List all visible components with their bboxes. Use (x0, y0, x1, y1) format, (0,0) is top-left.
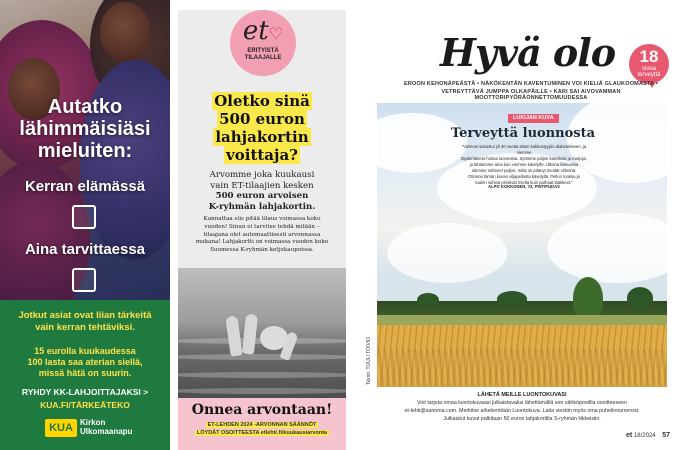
send-photos-line-1: Voit tarjota omaa luontokuvaasi julkaistavaksi lähettämällä sen sähköpostilla osoitteeseen (417, 400, 627, 406)
option-once-checkbox (72, 205, 96, 229)
section-title: Hyvä olo (440, 30, 616, 75)
section-contents-2: VETREYTTÄVÄ JUMPPA OLKAPÄILLE • KARI SAI AIVOVAMMAN MOOTTORIPYÖRÄONNETTOMUUDESSA (441, 89, 621, 101)
et-raffle-advertisement (178, 10, 346, 450)
page-footer (626, 432, 670, 439)
footer-issue: 18/2024 (633, 433, 656, 439)
photo-author: ALPO KOKKONEN, 73, PINTIPUDAS (488, 184, 560, 189)
raffle-rules-url[interactable]: LÖYDÄT OSOITTEESTA etlehti.fi/kuukausiarvonta (196, 430, 328, 436)
option-need-checkbox (72, 268, 96, 292)
et-logo-badge (230, 10, 296, 76)
raffle-title: Oletko sinä 500 euron lahjakortin voittaja? (214, 92, 310, 164)
option-once-label: Kerran elämässä (24, 178, 146, 195)
photo-story-title: Terveyttä luonnosta (450, 126, 596, 141)
send-photos-title: LÄHETÄ MEILLE LUONTOKUVASI (477, 392, 567, 398)
raffle-details: Kannattaa siis pitää tilaus voimassa koko vuoden! Sinun ei tarvitse tehdä mitään – tilaajana olet automaattisesti arvonnassa mukana! Lahjakortti on voimassa vuoden koko Suomessa K-ryhmän ketjukaupoissa. (195, 216, 329, 254)
ad-cta[interactable]: RYHDY KK-LAHJOITTAJAKSI > KUA.FI/TÄRKEÄTEKO (21, 387, 149, 410)
raffle-rules-line: ET-LEHDEN 2024 -ARVONNAN SÄÄNNÖT (207, 422, 317, 428)
option-need-label: Aina tarvittaessa (24, 241, 146, 258)
reader-photo-label: LUKIJAN KUVA (508, 114, 559, 123)
photo-credit: Teksti: TUULI TOIVIO (366, 336, 372, 385)
page-count-badge: 18 sivua terveyttä (629, 44, 669, 84)
ad-tagline: Jotkut asiat ovat liian tärkeitä vain kerran tehtäviksi. (18, 310, 152, 333)
photo-story-text: ”Vaimoni sairastui yli 30 vuotta sitten kakkostyypin diabetekseen, ja olemme täydentäneet hoitoa luonnosta. Syömme paljon kasviksia ja marjoja, ja lähdemme aina kun voimme kävelylle. Ulkona liikkuessa olemme nähneet paljon, mikä on pitänyt meidät virkeinä. Otimme tämän kuvan viljapellosta kävelyllä. Pellon tuoksu ja tuulen suhina piristivät mieltä kuin parhaat lääkkeet.” (461, 144, 587, 185)
ad-offer: 15 eurolla kuukaudessa 100 lasta saa aterian siellä, missä hätä on suurin. (27, 346, 143, 378)
send-photos-line-2[interactable]: et-lehti@sanoma.com. Merkitse aihekenttään Luontokuva. Laita viestiin myös oma puhelinnumerosi. (404, 408, 640, 414)
raffle-caption (178, 398, 346, 450)
section-contents-1: EROON KEHONÄPEÄSTÄ • NÄKÖKENTÄN KAVENTUMINEN VOI KIELIÄ GLAUKOOMASTA • (404, 81, 658, 87)
raffle-caption-title: Onnea arvontaan! (191, 402, 333, 418)
kua-logo: KUA (45, 419, 77, 437)
swimmer-photo (178, 268, 346, 403)
et-logo: et♡ (242, 16, 284, 46)
page-number: 57 (662, 432, 671, 439)
ad-headline: Autatko lähimmäisiäsi mieluiten: (19, 96, 151, 162)
send-photos-line-3: Julkaistut kuvat palkitaan 50 euron lahjakortilla S-ryhmän liikkeisiin. (443, 416, 601, 422)
et-logo-subtitle: ERITYISTÄ TILAAJALLE (244, 48, 282, 61)
raffle-body: Arvomme joka kuukausi vain ET-tilaajien kesken 500 euron arvoisen K-ryhmän lahjakortin. (208, 170, 316, 212)
kua-org-name: Kirkon Ulkomaanapu (80, 418, 133, 436)
kua-advertisement (0, 0, 170, 450)
footer-brand: et (626, 432, 633, 439)
